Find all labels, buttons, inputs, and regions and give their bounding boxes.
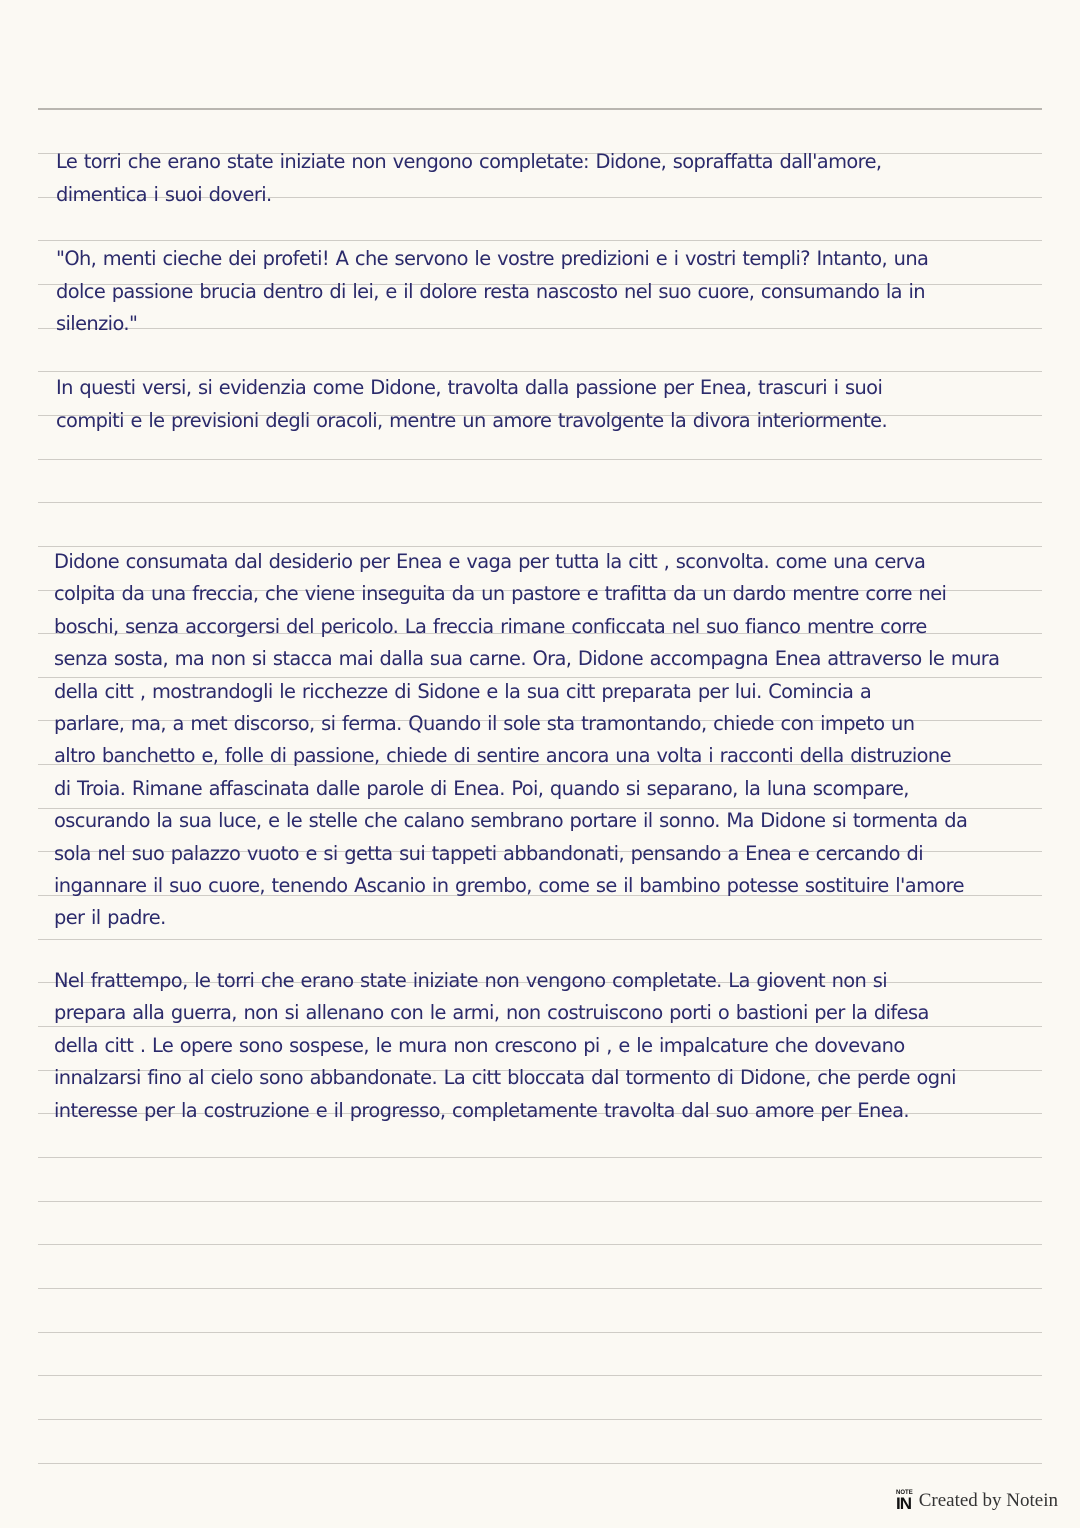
text-line: della citt . Le opere sono sospese, le mura non crescono pi , e le impalcature che dovevano: [54, 1033, 905, 1057]
text-line: silenzio.": [56, 312, 138, 335]
text-line: sola nel suo palazzo vuoto e si getta sui tappeti abbandonati, pensando a Enea e cercando di: [54, 841, 923, 865]
ruled-line: [38, 1375, 1042, 1376]
ruled-line: [38, 1288, 1042, 1289]
logo-small-text: NOTE: [896, 1490, 913, 1496]
text-line: di Troia. Rimane affascinata dalle parole di Enea. Poi, quando si separano, la luna scompare,: [54, 776, 909, 800]
watermark: [896, 1490, 1058, 1512]
ruled-line: [38, 459, 1042, 460]
paragraph-summary: [54, 546, 1044, 935]
text-line: parlare, ma, a met discorso, si ferma. Quando il sole sta tramontando, chiede con impeto un: [54, 712, 915, 736]
watermark-text: Created by Notein: [918, 1490, 1058, 1511]
text-line: della citt , mostrandogli le ricchezze di Sidone e la sua citt preparata per lui. Comincia a: [54, 679, 872, 703]
ruled-line: [38, 240, 1042, 241]
text-line: prepara alla guerra, non si allenano con le armi, non costruiscono porti o bastioni per la difesa: [54, 1001, 929, 1025]
ruled-line: [38, 1419, 1042, 1420]
text-line: Didone consumata dal desiderio per Enea e vaga per tutta la citt , sconvolta. come una cerva: [54, 550, 926, 573]
text-line: ingannare il suo cuore, tenendo Ascanio in grembo, come se il bambino potesse sostituire l'amore: [54, 874, 964, 898]
text-line: "Oh, menti cieche dei profeti! A che servono le vostre predizioni e i vostri templi? Intanto, una: [56, 247, 929, 270]
text-line: dimentica i suoi doveri.: [56, 182, 272, 206]
text-line: per il padre.: [54, 906, 166, 930]
ruled-line: [38, 1332, 1042, 1333]
text-line: colpita da una freccia, che viene inseguita da un pastore e trafitta da un dardo mentre corre nei: [54, 582, 947, 606]
paragraph-conclusion: [54, 965, 1044, 1127]
text-line: interesse per la costruzione e il progresso, completamente travolta dal suo amore per Enea.: [54, 1098, 909, 1122]
text-line: altro banchetto e, folle di passione, chiede di sentire ancora una volta i racconti della distruzione: [54, 744, 951, 768]
text-line: In questi versi, si evidenzia come Didone, travolta dalla passione per Enea, trascuri i suoi: [56, 376, 883, 399]
text-line: Le torri che erano state iniziate non vengono completate: Didone, sopraffatta dall'amore,: [56, 150, 882, 173]
paragraph-intro: [56, 146, 1046, 211]
notein-logo-icon: [896, 1490, 913, 1512]
logo-big-text: IN: [896, 1494, 912, 1513]
header-rule: [38, 108, 1042, 110]
text-line: boschi, senza accorgersi del pericolo. La freccia rimane conficcata nel suo fianco mentre corre: [54, 614, 927, 638]
ruled-line: [38, 1463, 1042, 1464]
ruled-line: [38, 1244, 1042, 1245]
text-line: Nel frattempo, le torri che erano state iniziate non vengono completate. La giovent non si: [54, 969, 888, 992]
ruled-line: [38, 1201, 1042, 1202]
text-line: innalzarsi fino al cielo sono abbandonate. La citt bloccata dal tormento di Didone, che perde ogni: [54, 1066, 956, 1090]
paragraph-commentary: [56, 372, 1046, 437]
text-line: compiti e le previsioni degli oracoli, mentre un amore travolgente la divora interiormente.: [56, 408, 888, 432]
paragraph-quote: [56, 243, 1046, 341]
text-line: oscurando la sua luce, e le stelle che calano sembrano portare il sonno. Ma Didone si tormenta da: [54, 809, 968, 833]
text-line: senza sosta, ma non si stacca mai dalla sua carne. Ora, Didone accompagna Enea attraverso le mura: [54, 647, 1000, 671]
text-line: dolce passione brucia dentro di lei, e il dolore resta nascosto nel suo cuore, consumando la in: [56, 279, 925, 303]
ruled-line: [38, 502, 1042, 503]
ruled-line: [38, 939, 1042, 940]
ruled-line: [38, 1157, 1042, 1158]
